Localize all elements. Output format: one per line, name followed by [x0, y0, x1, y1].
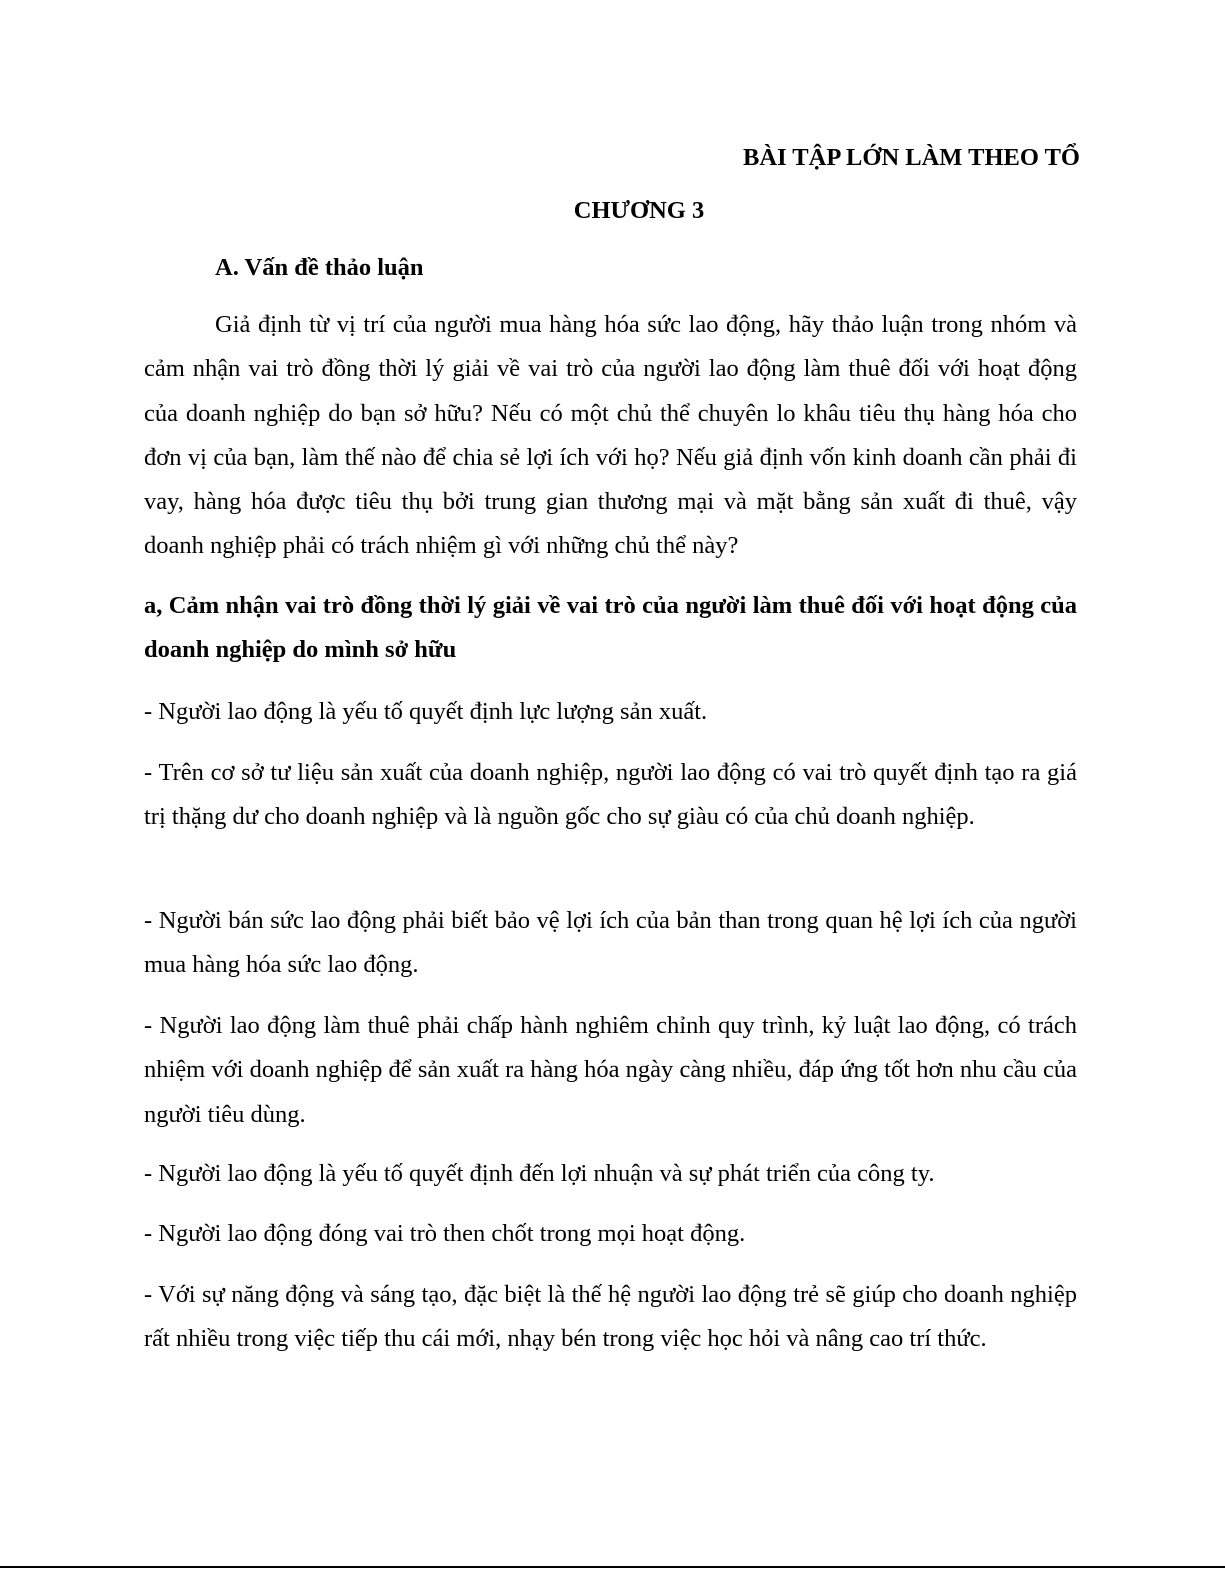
intro-paragraph: Giả định từ vị trí của người mua hàng hóa sức lao động, hãy thảo luận trong nhóm và cảm nhận vai trò đồng thời lý giải về vai trò của người lao động làm thuê đối với hoạt động của doanh nghiệp do bạn sở hữu? Nếu có một chủ thể chuyên lo khâu tiêu thụ hàng hóa cho đơn vị của bạn, làm thế nào để chia sẻ lợi ích với họ? Nếu giả định vốn kinh doanh cần phải đi vay, hàng hóa được tiêu thụ bởi trung gian thương mại và mặt bằng sản xuất đi thuê, vậy doanh nghiệp phải có trách nhiệm gì với những chủ thể này?: [144, 311, 1077, 560]
section-heading: A. Vấn đề thảo luận: [215, 254, 424, 281]
bullet-paragraph: - Trên cơ sở tư liệu sản xuất của doanh nghiệp, người lao động có vai trò quyết định tạo ra giá trị thặng dư cho doanh nghiệp và là nguồn gốc cho sự giàu có của chủ doanh nghiệp.: [144, 759, 1077, 831]
bullet-paragraph: - Người lao động là yếu tố quyết định đến lợi nhuận và sự phát triển của công ty.: [144, 1160, 935, 1187]
document-title: BÀI TẬP LỚN LÀM THEO TỔ: [743, 144, 1080, 171]
subheading: a, Cảm nhận vai trò đồng thời lý giải về vai trò của người làm thuê đối với hoạt động của doanh nghiệp do mình sở hữu: [144, 592, 1077, 664]
chapter-title: CHƯƠNG 3: [573, 197, 705, 224]
bullet-paragraph: - Người bán sức lao động phải biết bảo vệ lợi ích của bản than trong quan hệ lợi ích của người mua hàng hóa sức lao động.: [144, 907, 1077, 979]
bullet-paragraph: - Với sự năng động và sáng tạo, đặc biệt là thế hệ người lao động trẻ sẽ giúp cho doanh nghiệp rất nhiều trong việc tiếp thu cái mới, nhạy bén trong việc học hỏi và nâng cao trí thức.: [144, 1281, 1077, 1353]
bullet-paragraph: - Người lao động làm thuê phải chấp hành nghiêm chỉnh quy trình, kỷ luật lao động, có trách nhiệm với doanh nghiệp để sản xuất ra hàng hóa ngày càng nhiều, đáp ứng tốt hơn nhu cầu của người tiêu dùng.: [144, 1012, 1077, 1128]
page-bottom-rule: [0, 1566, 1225, 1568]
bullet-paragraph: - Người lao động đóng vai trò then chốt trong mọi hoạt động.: [144, 1220, 746, 1247]
bullet-paragraph: - Người lao động là yếu tố quyết định lực lượng sản xuất.: [144, 698, 708, 725]
